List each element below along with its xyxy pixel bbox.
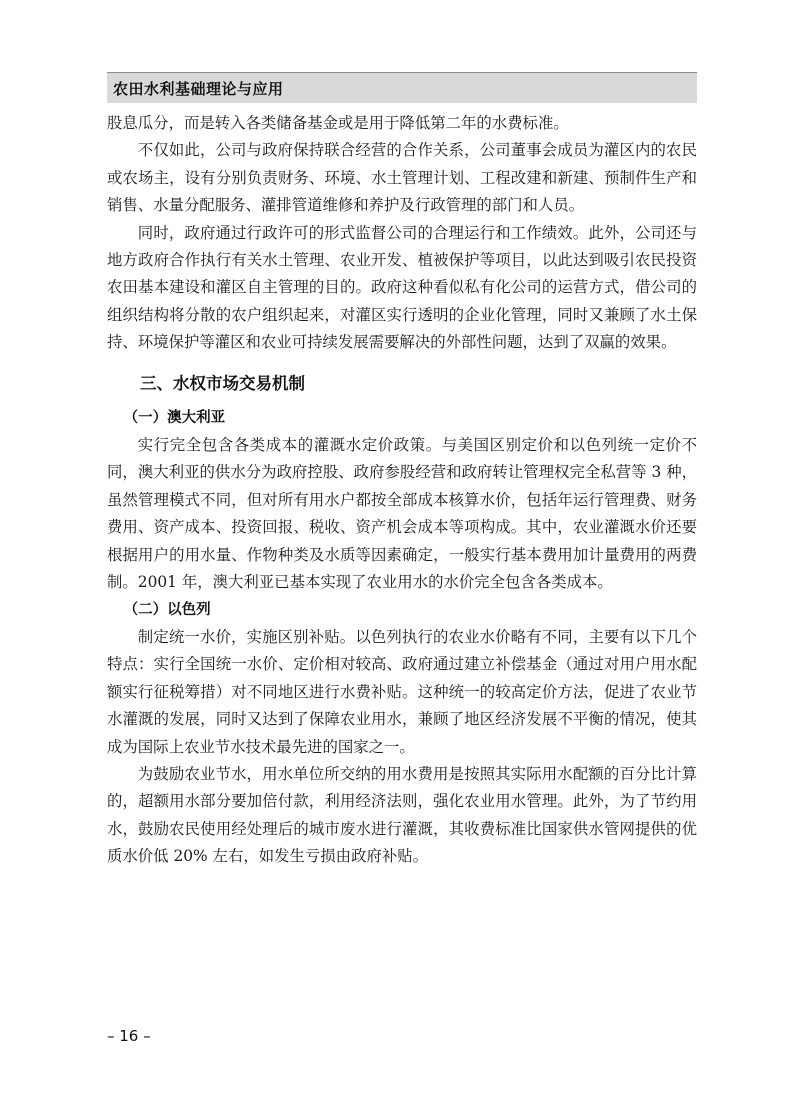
page-body bbox=[107, 110, 697, 871]
paragraph-australia-pricing: 实行完全包含各类成本的灌溉水定价政策。与美国区别定价和以色列统一定价不同，澳大利亚的供水分为政府控股、政府参股经营和政府转让管理权完全私营等 3 种，虽然管理模式不同，但对所有用水户都按全部成本核算水价，包括年运行管理费、财务费用、资产成本、投资回报、税收、资产机会成本等项构成。其中，农业灌溉水价还要根据用户的用水量、作物种类及水质等因素确定，一般实行基本费用加计量费用的两费制。2001 年，澳大利亚已基本实现了农业用水的水价完全包含各类成本。 bbox=[107, 436, 697, 592]
section-heading-water-rights-market: 三、水权市场交易机制 bbox=[140, 373, 305, 393]
book-title: 农田水利基础理论与应用 bbox=[113, 80, 284, 98]
subsection-heading-israel: （二）以色列 bbox=[123, 601, 211, 618]
paragraph-company-board: 不仅如此，公司与政府保持联合经营的合作关系，公司董事会成员为灌区内的农民或农场主，设有分别负责财务、环境、水土管理计划、工程改建和新建、预制件生产和销售、水量分配服务、灌排管道维修和养护及行政管理的部门和人员。 bbox=[107, 141, 697, 215]
paragraph-continued: 股息瓜分，而是转入各类储备基金或是用于降低第二年的水费标准。 bbox=[107, 114, 569, 132]
running-header bbox=[107, 72, 697, 103]
page-number: – 16 – bbox=[107, 1027, 151, 1045]
paragraph-government-supervision: 同时，政府通过行政许可的形式监督公司的合理运行和工作绩效。此外，公司还与地方政府合作执行有关水土管理、农业开发、植被保护等项目，以此达到吸引农民投资农田基本建设和灌区自主管理的目的。政府这种看似私有化公司的运营方式，借公司的组织结构将分散的农户组织起来，对灌区实行透明的企业化管理，同时又兼顾了水土保持、环境保护等灌区和农业可持续发展需要解决的外部性问题，达到了双赢的效果。 bbox=[107, 223, 697, 352]
paragraph-israel-water-saving: 为鼓励农业节水，用水单位所交纳的用水费用是按照其实际用水配额的百分比计算的，超额用水部分要加倍付款，利用经济法则，强化农业用水管理。此外，为了节约用水，鼓励农民使用经处理后的城市废水进行灌溉，其收费标准比国家供水管网提供的优质水价低 20% 左右，如发生亏损由政府补贴。 bbox=[107, 764, 697, 866]
subsection-heading-australia: （一）澳大利亚 bbox=[123, 409, 226, 426]
paragraph-israel-pricing: 制定统一水价，实施区别补贴。以色列执行的农业水价略有不同，主要有以下几个特点：实行全国统一水价、定价相对较高、政府通过建立补偿基金（通过对用户用水配额实行征税筹措）对不同地区进行水费补贴。这种统一的较高定价方法，促进了农业节水灌溉的发展，同时又达到了保障农业用水，兼顾了地区经济发展不平衡的情况，使其成为国际上农业节水技术最先进的国家之一。 bbox=[107, 627, 697, 756]
